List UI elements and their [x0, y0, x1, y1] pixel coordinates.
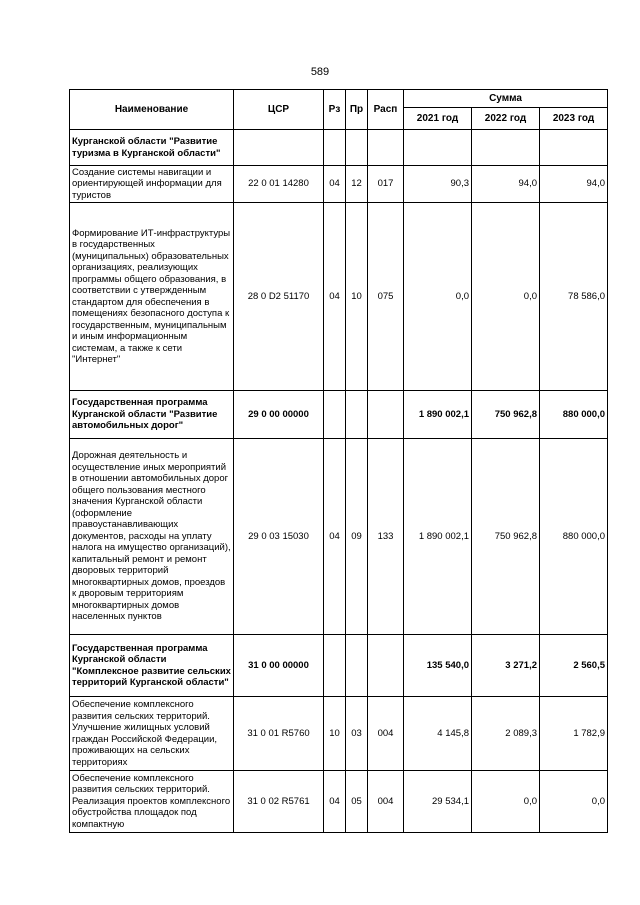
row-rasp: 133	[368, 439, 404, 635]
row-name: Обеспечение комплексного развития сельских территорий. Улучшение жилищных условий граждан Российской Федерации, проживающих на сельских территориях	[70, 697, 234, 771]
row-csr: 29 0 03 15030	[234, 439, 324, 635]
row-name: Государственная программа Курганской области "Комплексное развитие сельских территорий Курганской области"	[70, 635, 234, 697]
row-2021: 90,3	[404, 166, 472, 203]
row-csr: 31 0 02 R5761	[234, 771, 324, 833]
row-2023: 94,0	[540, 166, 608, 203]
row-pr	[346, 130, 368, 166]
row-rz: 04	[324, 203, 346, 391]
row-csr: 31 0 01 R5760	[234, 697, 324, 771]
header-sum: Сумма	[404, 90, 608, 108]
row-2022: 750 962,8	[472, 439, 540, 635]
header-pr: Пр	[346, 90, 368, 130]
table-row	[70, 203, 608, 391]
row-2022: 2 089,3	[472, 697, 540, 771]
row-csr: 31 0 00 00000	[234, 635, 324, 697]
row-rz: 04	[324, 439, 346, 635]
row-2023: 880 000,0	[540, 439, 608, 635]
table-row	[70, 166, 608, 203]
header-rz: Рз	[324, 90, 346, 130]
row-pr	[346, 635, 368, 697]
row-2021: 135 540,0	[404, 635, 472, 697]
row-rz: 04	[324, 166, 346, 203]
row-name: Дорожная деятельность и осуществление иных мероприятий в отношении автомобильных дорог общего пользования местного значения Курганской области (оформление правоустанавливающих документов, расходы на уплату налога на имущество организаций), капитальный ремонт и ремонт дворовых территорий многоквартирных домов, проездов к дворовым территориям многоквартирных домов населенных пунктов	[70, 439, 234, 635]
row-rz	[324, 130, 346, 166]
row-rz: 04	[324, 771, 346, 833]
row-2022: 3 271,2	[472, 635, 540, 697]
row-2023: 1 782,9	[540, 697, 608, 771]
table-row	[70, 439, 608, 635]
table-row	[70, 391, 608, 439]
row-pr: 12	[346, 166, 368, 203]
row-csr: 28 0 D2 51170	[234, 203, 324, 391]
row-2021: 1 890 002,1	[404, 439, 472, 635]
row-2021: 0,0	[404, 203, 472, 391]
row-name: Создание системы навигации и ориентирующей информации для туристов	[70, 166, 234, 203]
row-2021: 4 145,8	[404, 697, 472, 771]
row-csr: 29 0 00 00000	[234, 391, 324, 439]
row-2022: 750 962,8	[472, 391, 540, 439]
row-name: Курганской области "Развитие туризма в Курганской области"	[70, 130, 234, 166]
row-2023	[540, 130, 608, 166]
row-pr	[346, 391, 368, 439]
row-rasp	[368, 391, 404, 439]
header-year-2021: 2021 год	[404, 108, 472, 130]
row-2023: 78 586,0	[540, 203, 608, 391]
row-2023: 880 000,0	[540, 391, 608, 439]
row-name: Формирование ИТ-инфраструктуры в государственных (муниципальных) образовательных организациях, реализующих программы общего образования, в соответствии с утвержденным стандартом для обеспечения в помещениях безопасного доступа к государственным, муниципальным и иным информационным системам, а также к сети "Интернет"	[70, 203, 234, 391]
row-csr	[234, 130, 324, 166]
row-rasp: 075	[368, 203, 404, 391]
row-2022	[472, 130, 540, 166]
row-rasp: 004	[368, 771, 404, 833]
row-2021: 1 890 002,1	[404, 391, 472, 439]
row-pr: 05	[346, 771, 368, 833]
budget-table	[69, 89, 608, 833]
row-2022: 0,0	[472, 203, 540, 391]
row-pr: 10	[346, 203, 368, 391]
row-pr: 09	[346, 439, 368, 635]
page-number: 589	[310, 66, 330, 78]
row-2022: 94,0	[472, 166, 540, 203]
row-2023: 0,0	[540, 771, 608, 833]
table-row	[70, 697, 608, 771]
header-rasp: Расп	[368, 90, 404, 130]
header-year-2022: 2022 год	[472, 108, 540, 130]
row-rz	[324, 391, 346, 439]
row-rasp: 017	[368, 166, 404, 203]
table-row	[70, 130, 608, 166]
row-rasp: 004	[368, 697, 404, 771]
table-row	[70, 635, 608, 697]
row-rz	[324, 635, 346, 697]
row-pr: 03	[346, 697, 368, 771]
row-2022: 0,0	[472, 771, 540, 833]
row-2021	[404, 130, 472, 166]
row-2023: 2 560,5	[540, 635, 608, 697]
table-row	[70, 771, 608, 833]
row-rz: 10	[324, 697, 346, 771]
row-2021: 29 534,1	[404, 771, 472, 833]
row-rasp	[368, 130, 404, 166]
row-name: Обеспечение комплексного развития сельских территорий. Реализация проектов комплексного обустройства площадок под компактную	[70, 771, 234, 833]
row-csr: 22 0 01 14280	[234, 166, 324, 203]
header-name: Наименование	[70, 90, 234, 130]
header-year-2023: 2023 год	[540, 108, 608, 130]
row-name: Государственная программа Курганской области "Развитие автомобильных дорог"	[70, 391, 234, 439]
row-rasp	[368, 635, 404, 697]
header-csr: ЦСР	[234, 90, 324, 130]
